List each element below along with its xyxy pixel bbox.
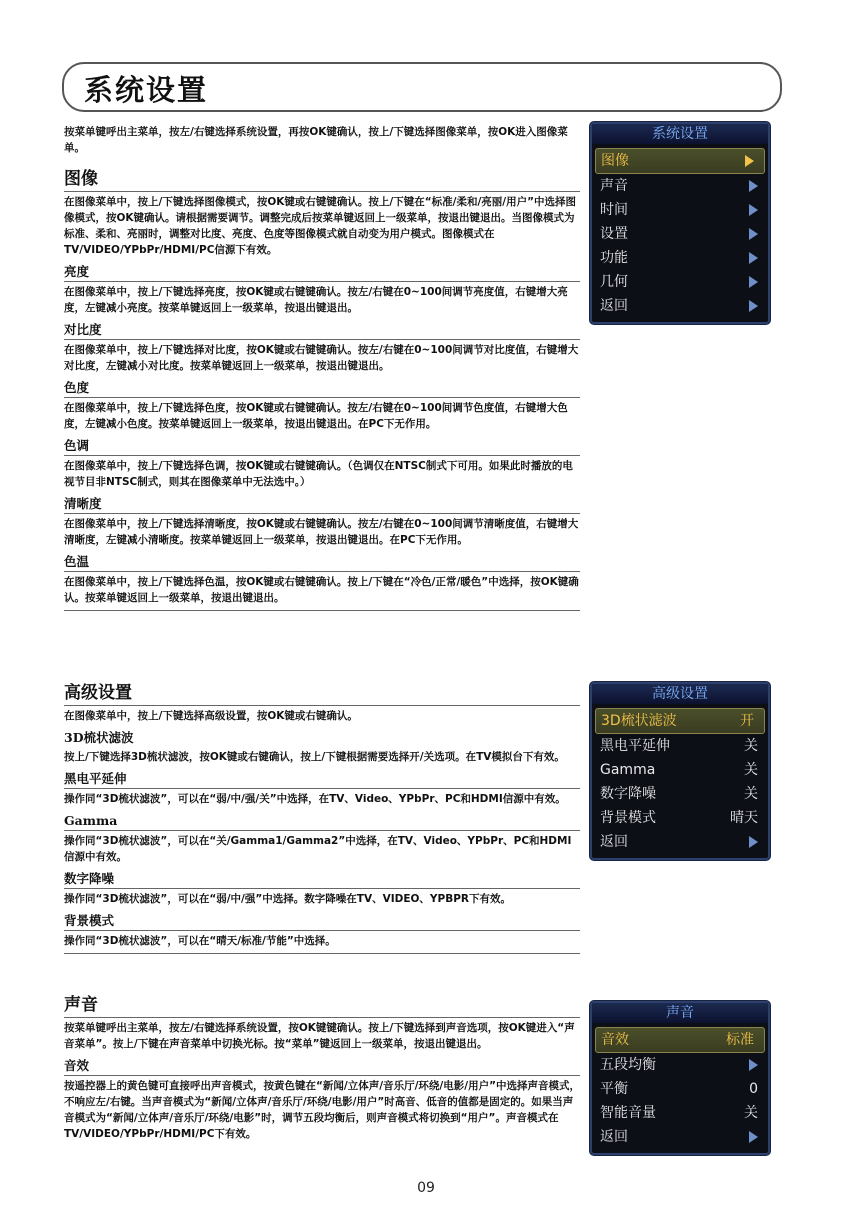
page-number: 09 [417, 1180, 435, 1196]
brightness-text: 在图像菜单中，按上/下键选择亮度，按OK键或右键键确认。按左/右键在0~100间调节亮度值，右键增大亮度，左键减小亮度。按菜单键返回上一级菜单，按退出键退出。 [64, 286, 568, 314]
menu-item-label: 返回 [600, 1129, 628, 1145]
menu-item-sound-effect[interactable] [595, 1027, 765, 1053]
menu-item-return[interactable] [592, 294, 768, 318]
menu-item-label: 智能音量 [600, 1105, 656, 1121]
menu-item-return[interactable] [592, 830, 768, 854]
menu-item-comb-filter[interactable] [595, 708, 765, 734]
sound-effect-text: 按遥控器上的黄色键可直接呼出声音模式，按黄色键在“新闻/立体声/音乐厅/环绕/电影/用户”中选择声音模式，不响应左/右键。当声音模式为“新闻/立体声/音乐厅/环绕/电影/用户”时高音、低音的值都是固定的。如果当声音模式为“新闻/立体声/音乐厅/环绕/电影”时，调节五段均衡后，则声音模式将切换到“用户”。声音模式在TV/VIDEO/YPbPr/HDMI/PC下有效。 [64, 1080, 580, 1140]
arrow-right-icon [749, 180, 758, 192]
brightness-heading: 亮度 [64, 263, 580, 282]
menu-item-label: 功能 [600, 250, 628, 266]
gamma-text: 操作同“3D梳状滤波”，可以在“关/Gamma1/Gamma2”中选择，在TV、Video、YPbPr、PC和HDMI信源中有效。 [64, 835, 572, 863]
menu-item-label: 返回 [600, 298, 628, 314]
hue-heading: 色调 [64, 437, 580, 456]
menu-item-value: 晴天 [730, 810, 758, 826]
menu-item-label: Gamma [600, 762, 656, 778]
black-level-heading: 黑电平延伸 [64, 770, 580, 789]
menu-item-label: 背景模式 [600, 810, 656, 826]
sharpness-text: 在图像菜单中，按上/下键选择清晰度，按OK键或右键键确认。按左/右键在0~100间调节清晰度值，右键增大清晰度，左键减小清晰度。按菜单键返回上一级菜单，按退出键退出。在PC下无作用。 [64, 518, 579, 546]
noise-reduction-text: 操作同“3D梳状滤波”，可以在“弱/中/强”中选择。数字降噪在TV、VIDEO、YPBPR下有效。 [64, 893, 512, 905]
chroma-text: 在图像菜单中，按上/下键选择色度，按OK键或右键键确认。按左/右键在0~100间调节色度值，右键增大色度，左键减小色度。按菜单键返回上一级菜单，按退出键退出。在PC下无作用。 [64, 402, 568, 430]
menu-item-noise-reduction[interactable] [592, 782, 768, 806]
menu-item-time[interactable] [592, 198, 768, 222]
advanced-text: 在图像菜单中，按上/下键选择高级设置，按OK键或右键确认。 [64, 710, 358, 722]
menu-item-label: 五段均衡 [600, 1057, 656, 1073]
chroma-heading: 色度 [64, 379, 580, 398]
menu-item-label: 图像 [601, 153, 629, 169]
menu-title: 系统设置 [592, 124, 768, 144]
title-box [62, 62, 782, 112]
menu-item-value: 关 [744, 786, 758, 802]
sound-heading: 声音 [64, 994, 580, 1018]
menu-title: 高级设置 [592, 684, 768, 704]
contrast-text: 在图像菜单中，按上/下键选择对比度，按OK键或右键键确认。按左/右键在0~100间调节对比度值，右键增大对比度，左键减小对比度。按菜单键返回上一级菜单，按退出键退出。 [64, 344, 579, 372]
menu-item-label: 平衡 [600, 1081, 628, 1097]
menu-item-value: 开 [740, 713, 754, 729]
arrow-right-icon [745, 155, 754, 167]
menu-item-image[interactable] [595, 148, 765, 174]
arrow-right-icon [749, 836, 758, 848]
menu-item-value: 标准 [726, 1032, 754, 1048]
menu-item-label: 黑电平延伸 [600, 738, 670, 754]
menu-item-label: 返回 [600, 834, 628, 850]
menu-title: 声音 [592, 1003, 768, 1023]
image-heading: 图像 [64, 168, 580, 192]
menu-item-value: 关 [744, 762, 758, 778]
menu-item-label: 声音 [600, 178, 628, 194]
black-level-text: 操作同“3D梳状滤波”，可以在“弱/中/强/关”中选择，在TV、Video、YPbPr、PC和HDMI信源中有效。 [64, 793, 566, 805]
arrow-right-icon [749, 252, 758, 264]
comb-filter-text: 按上/下键选择3D梳状滤波，按OK键或右键确认，按上/下键根据需要选择开/关选项。在TV模拟台下有效。 [64, 751, 565, 763]
menu-item-value: 关 [744, 1105, 758, 1121]
advanced-settings-menu [590, 682, 770, 860]
sound-text: 按菜单键呼出主菜单，按左/右键选择系统设置，按OK键键确认。按上/下键选择到声音选项，按OK键进入“声音菜单”。按上/下键在声音菜单中切换光标。按“菜单”键返回上一级菜单，按退出键退出。 [64, 1022, 575, 1050]
advanced-section [64, 676, 580, 960]
backlight-mode-text: 操作同“3D梳状滤波”，可以在“晴天/标准/节能”中选择。 [64, 935, 336, 947]
image-text: 在图像菜单中，按上/下键选择图像模式，按OK键或右键键确认。按上/下键在“标准/柔和/亮丽/用户”中选择图像模式，按OK键确认。请根据需要调节。调整完成后按菜单键返回上一级菜单，按退出键退出。当图像模式为标准、柔和、亮丽时，调整对比度、亮度、色度等图像模式就自动变为用户模式。图像模式在TV/VIDEO/YPbPr/HDMI/PC信源下有效。 [64, 196, 577, 256]
menu-item-label: 设置 [600, 226, 628, 242]
menu-item-label: 几何 [600, 274, 628, 290]
noise-reduction-heading: 数字降噪 [64, 870, 580, 889]
menu-item-label: 3D梳状滤波 [601, 713, 677, 729]
contrast-heading: 对比度 [64, 321, 580, 340]
sound-menu [590, 1001, 770, 1155]
menu-item-label: 时间 [600, 202, 628, 218]
sharpness-heading: 清晰度 [64, 495, 580, 514]
backlight-mode-heading: 背景模式 [64, 912, 580, 931]
system-settings-menu [590, 122, 770, 324]
menu-item-geometry[interactable] [592, 270, 768, 294]
intro-text: 按菜单键呼出主菜单，按左/右键选择系统设置，再按OK键确认，按上/下键选择图像菜单，按OK进入图像菜单。 [64, 126, 568, 154]
divider [64, 953, 580, 954]
arrow-right-icon [749, 204, 758, 216]
color-temp-heading: 色温 [64, 553, 580, 572]
menu-item-label: 数字降噪 [600, 786, 656, 802]
menu-item-smart-volume[interactable] [592, 1101, 768, 1125]
page-title: 系统设置 [84, 73, 209, 107]
arrow-right-icon [749, 228, 758, 240]
arrow-right-icon [749, 300, 758, 312]
arrow-right-icon [749, 1131, 758, 1143]
divider [64, 610, 580, 611]
advanced-heading: 高级设置 [64, 682, 580, 706]
hue-text: 在图像菜单中，按上/下键选择色调，按OK键或右键键确认。（色调仅在NTSC制式下可用。如果此时播放的电视节目非NTSC制式，则其在图像菜单中无法选中。） [64, 460, 573, 488]
menu-item-value: 关 [744, 738, 758, 754]
menu-item-sound[interactable] [592, 174, 768, 198]
menu-item-setup[interactable] [592, 222, 768, 246]
arrow-right-icon [749, 276, 758, 288]
menu-item-value: 0 [749, 1081, 758, 1097]
menu-item-balance[interactable] [592, 1077, 768, 1101]
comb-filter-heading: 3D梳状滤波 [64, 730, 134, 745]
menu-item-backlight-mode[interactable] [592, 806, 768, 830]
gamma-heading: Gamma [64, 812, 580, 831]
sound-section [64, 988, 580, 1142]
menu-item-label: 音效 [601, 1032, 629, 1048]
arrow-right-icon [749, 1059, 758, 1071]
menu-item-equalizer[interactable] [592, 1053, 768, 1077]
image-section [64, 124, 580, 617]
menu-item-return[interactable] [592, 1125, 768, 1149]
menu-item-black-level[interactable] [592, 734, 768, 758]
sound-effect-heading: 音效 [64, 1057, 580, 1076]
menu-item-gamma[interactable] [592, 758, 768, 782]
menu-item-function[interactable] [592, 246, 768, 270]
color-temp-text: 在图像菜单中，按上/下键选择色温，按OK键或右键键确认。按上/下键在“冷色/正常/暖色”中选择，按OK键确认。按菜单键返回上一级菜单，按退出键退出。 [64, 576, 579, 604]
